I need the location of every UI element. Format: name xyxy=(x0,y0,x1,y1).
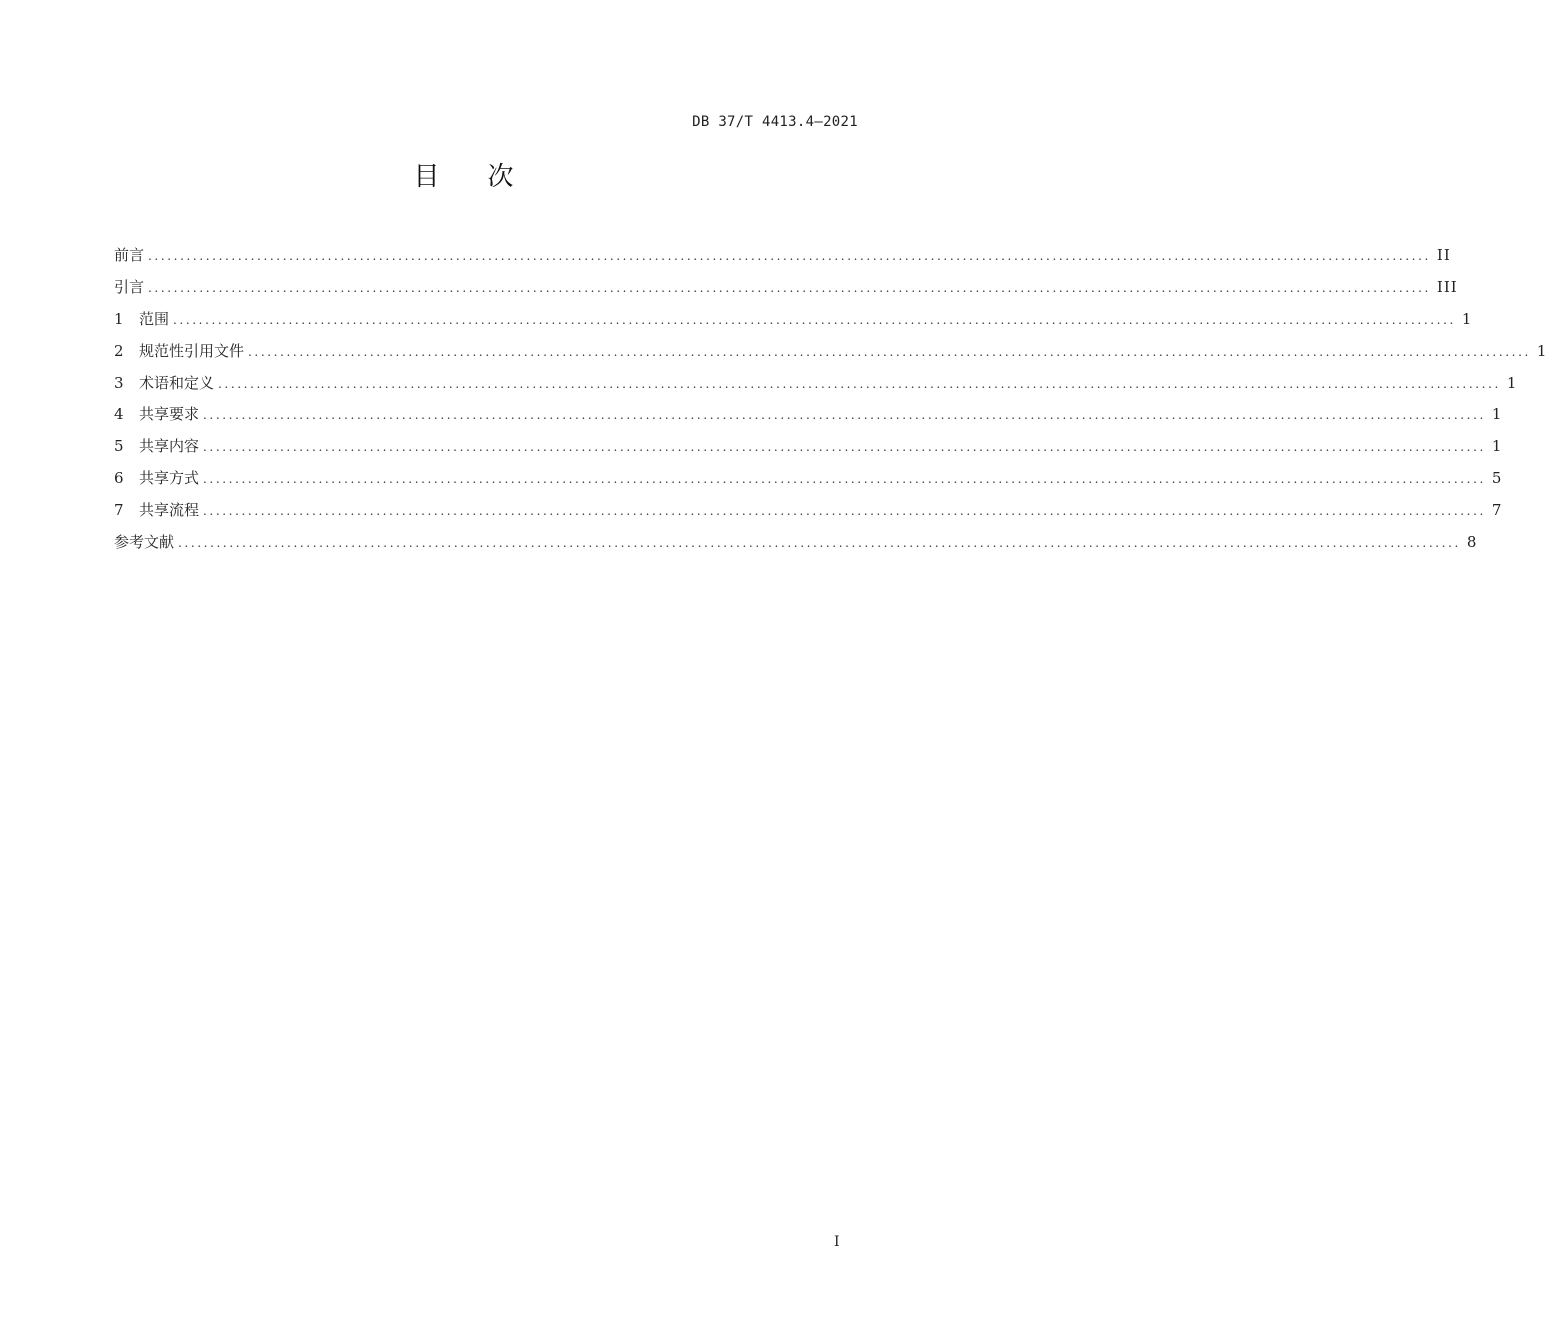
toc-entry-page: 1 xyxy=(1491,405,1503,424)
standard-code: DB 37/T 4413.4—2021 xyxy=(692,114,858,130)
dot-leader: ........................................................................................................................................................................................................ xyxy=(218,376,1501,391)
toc-entry-page: 7 xyxy=(1491,501,1503,520)
toc-entry-label: 范围 xyxy=(139,309,170,328)
dot-leader: ........................................................................................................................................................................................................ xyxy=(178,536,1461,551)
toc-entry-number: 6 xyxy=(114,469,124,488)
toc-entry-scope[interactable] xyxy=(114,304,1473,336)
toc-entry-label: 前言 xyxy=(114,246,145,264)
toc-entry-page: 5 xyxy=(1491,469,1503,488)
toc-entry-sharing-process[interactable] xyxy=(114,495,1503,527)
toc-entry-number: 1 xyxy=(114,309,124,328)
toc-entry-number: 2 xyxy=(114,341,124,360)
page-number: I xyxy=(834,1234,840,1250)
toc-entry-sharing-requirements[interactable] xyxy=(114,399,1503,431)
toc-entry-page: III xyxy=(1436,277,1458,296)
toc-entry-sharing-content[interactable] xyxy=(114,431,1503,463)
toc-entry-page: 1 xyxy=(1506,373,1518,392)
dot-leader: ........................................................................................................................................................................................................ xyxy=(203,408,1486,423)
toc-entry-label: 规范性引用文件 xyxy=(139,341,245,360)
dot-leader: ........................................................................................................................................................................................................ xyxy=(203,504,1486,519)
dot-leader: ........................................................................................................................................................................................................ xyxy=(148,280,1431,295)
toc-entry-page: 1 xyxy=(1536,341,1547,360)
toc-entry-label: 参考文献 xyxy=(114,533,175,552)
dot-leader: ........................................................................................................................................................................................................ xyxy=(173,312,1456,327)
toc-entry-page: 1 xyxy=(1491,437,1503,456)
toc-entry-page: 8 xyxy=(1466,533,1478,552)
toc-entry-label: 共享流程 xyxy=(139,501,200,520)
table-of-contents xyxy=(114,240,1547,559)
toc-entry-number: 7 xyxy=(114,501,124,520)
toc-entry-number: 3 xyxy=(114,373,124,392)
toc-entry-label: 术语和定义 xyxy=(139,373,215,392)
toc-entry-normative-references[interactable] xyxy=(114,336,1547,368)
dot-leader: ........................................................................................................................................................................................................ xyxy=(203,472,1486,487)
toc-entry-label: 共享内容 xyxy=(139,437,200,456)
toc-entry-terms-definitions[interactable] xyxy=(114,368,1518,400)
toc-entry-number: 4 xyxy=(114,405,124,424)
dot-leader: ........................................................................................................................................................................................................ xyxy=(148,249,1431,263)
toc-entry-label: 共享方式 xyxy=(139,469,200,488)
toc-entry-introduction[interactable] xyxy=(114,272,1458,304)
toc-entry-number: 5 xyxy=(114,437,124,456)
toc-entry-label: 引言 xyxy=(114,277,145,296)
toc-entry-sharing-methods[interactable] xyxy=(114,463,1503,495)
dot-leader: ........................................................................................................................................................................................................ xyxy=(203,440,1486,455)
page-title: 目次 xyxy=(413,162,562,192)
toc-entry-page: II xyxy=(1436,246,1451,264)
dot-leader: ........................................................................................................................................................................................................ xyxy=(248,344,1531,359)
toc-entry-foreword[interactable] xyxy=(114,240,1451,272)
toc-entry-label: 共享要求 xyxy=(139,405,200,424)
toc-entry-bibliography[interactable] xyxy=(114,527,1478,559)
toc-entry-page: 1 xyxy=(1461,309,1473,328)
